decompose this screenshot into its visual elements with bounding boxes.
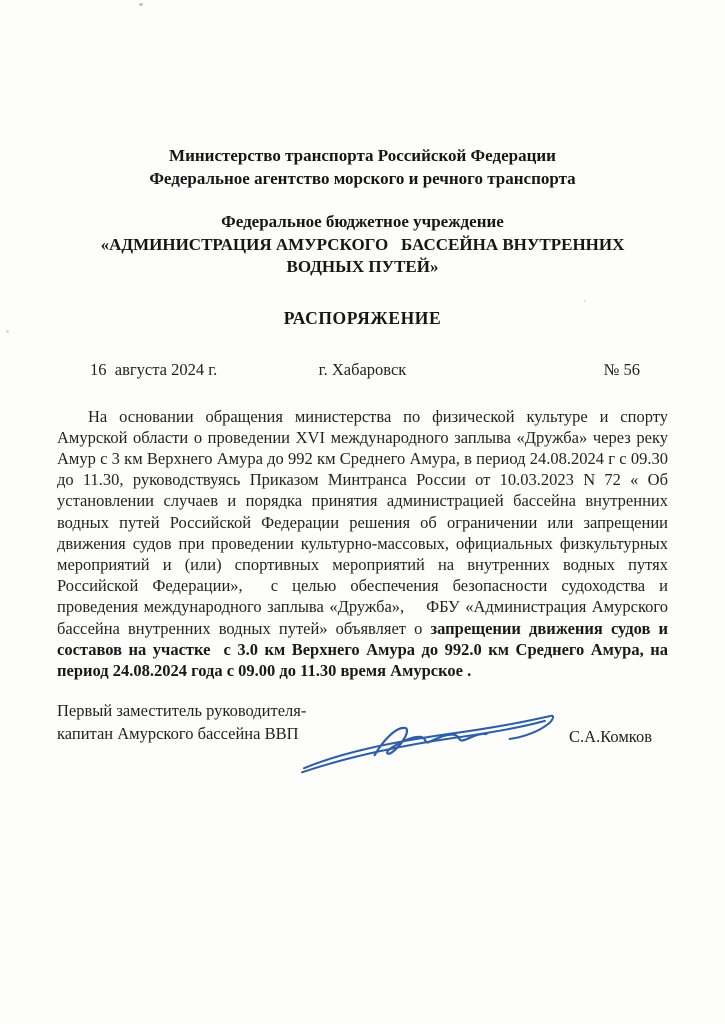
body-text-regular: На основании обращения министерства по физической культуре и спорту Амурской области о проведении XVI международного заплыва «Дружба» через реку Амур с 3 км Верхнего Амура до 992 км Среднего Амура, в период 24.08.2024 г с 09.30 до 11.30, руководствуясь Приказом Минтранса России от 10.03.2023 N 72 « Об установлении случаев и порядка принятия администрацией бассейна внутренних водных путей Российской Федерации решения об ограничении или запрещении движения судов при проведении культурно-массовых, официальных физкультурных мероприятий и (или) спортивных мероприятий на внутренних водных путях Российской Федерации», с целью обеспечения безопасности судоходства и проведения международного заплыва «Дружба», ФБУ «Администрация Амурского бассейна внутренних водных путей» объявляет о: [57, 406, 673, 638]
document-number: № 56: [603, 359, 640, 379]
body-text-bold: запрещении движения судов и составов на участке с 3.0 км Верхнего Амура до 992.0 км Среднего Амура, на период 24.08.2024 года с 09.00 до 11.30 время Амурское .: [57, 618, 673, 680]
signer-name: С.А.Комков: [569, 727, 652, 747]
document-content: [57, 145, 673, 760]
document-place: г. Хабаровск: [318, 359, 407, 379]
agency-name: Федеральное агентство морского и речного транспорта: [149, 168, 576, 188]
organization-type: Федеральное бюджетное учреждение: [221, 212, 504, 231]
signer-position-line2: капитан Амурского бассейна ВВП: [57, 723, 299, 743]
signer-position: [57, 700, 367, 745]
scan-speck: [6, 330, 9, 333]
signer-position-line1: Первый заместитель руководителя-: [57, 701, 307, 721]
document-body-paragraph: [57, 406, 673, 682]
scan-speck: [139, 3, 143, 6]
organization-name-line2: ВОДНЫХ ПУТЕЙ»: [286, 257, 439, 276]
ministry-name: Министерство транспорта Российской Федерации: [169, 146, 556, 165]
document-date: 16 августа 2024 г.: [90, 359, 218, 379]
document-meta-row: [57, 360, 668, 382]
organization-name-line1: «АДМИНИСТРАЦИЯ АМУРСКОГО БАССЕЙНА ВНУТРЕННИХ: [100, 234, 625, 254]
signature-block: [57, 700, 668, 760]
organization-block: [57, 211, 668, 279]
document-title: РАСПОРЯЖЕНИЕ: [283, 307, 442, 328]
